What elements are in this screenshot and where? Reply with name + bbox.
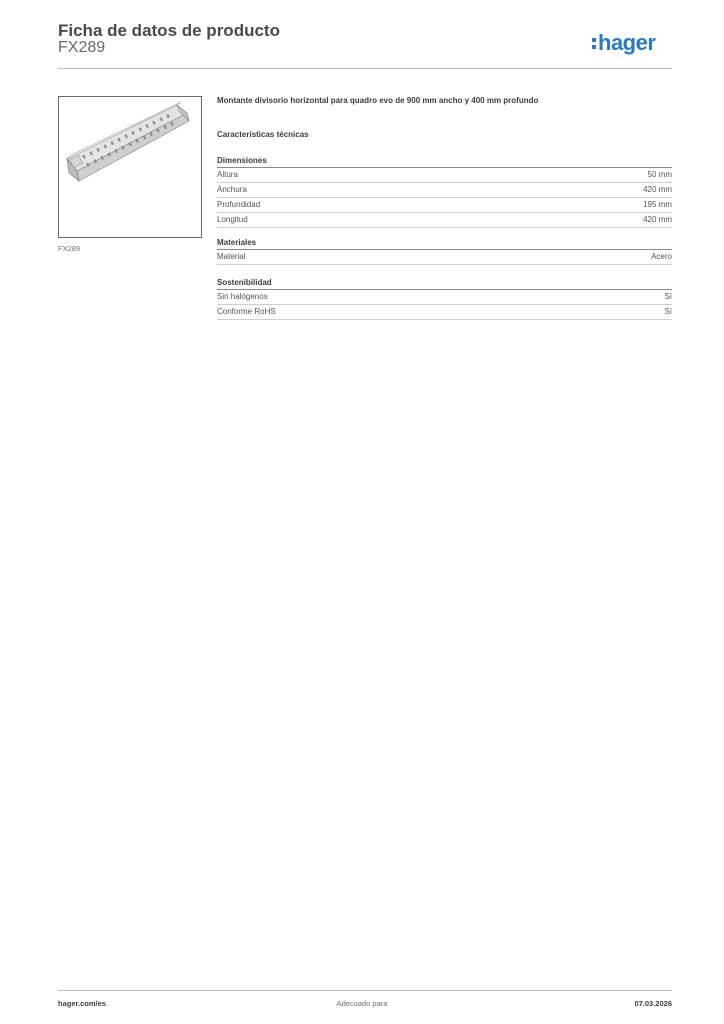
- spec-label: Profundidad: [217, 200, 261, 209]
- spec-label: Longitud: [217, 215, 248, 224]
- product-image: [58, 96, 202, 238]
- spec-value: 195 mm: [643, 200, 672, 209]
- section-heading: Dimensiones: [217, 155, 672, 168]
- footer-note: Adecuado para: [336, 999, 388, 1008]
- hager-logo: [590, 30, 674, 58]
- spec-label: Material: [217, 252, 246, 261]
- spec-value: Sí: [664, 307, 672, 316]
- spec-value: 420 mm: [643, 215, 672, 224]
- brand-wordmark: hager: [598, 30, 656, 55]
- spec-row: [217, 250, 672, 265]
- spec-label: Altura: [217, 170, 238, 179]
- spec-value: 50 mm: [647, 170, 672, 179]
- page-title: Ficha de datos de producto: [58, 21, 280, 40]
- spec-value: 420 mm: [643, 185, 672, 194]
- spec-row: [217, 290, 672, 305]
- footer-date: 07.03.2026: [634, 999, 672, 1008]
- product-description: Montante divisorio horizontal para quadro evo de 900 mm ancho y 400 mm profundo: [217, 96, 539, 105]
- footer-divider: [58, 990, 672, 991]
- section-heading: Materiales: [217, 237, 672, 250]
- section-heading: Sostenibilidad: [217, 277, 672, 290]
- header-divider: [58, 68, 672, 69]
- spec-row: [217, 198, 672, 213]
- spec-row: [217, 213, 672, 228]
- spec-value: Acero: [651, 252, 672, 261]
- spec-label: Conforme RoHS: [217, 307, 276, 316]
- section-dimensions: [217, 155, 672, 228]
- section-materials: [217, 237, 672, 265]
- spec-row: [217, 168, 672, 183]
- spec-row: [217, 305, 672, 320]
- product-code: FX289: [58, 39, 106, 56]
- image-caption: FX289: [58, 244, 81, 253]
- section-sustainability: [217, 277, 672, 320]
- spec-row: [217, 183, 672, 198]
- footer-website-link[interactable]: hager.com/es: [58, 999, 106, 1008]
- spec-value: Sí: [664, 292, 672, 301]
- technical-title: Características técnicas: [217, 130, 309, 139]
- spec-label: Sin halógenos: [217, 292, 268, 301]
- spec-label: Anchura: [217, 185, 247, 194]
